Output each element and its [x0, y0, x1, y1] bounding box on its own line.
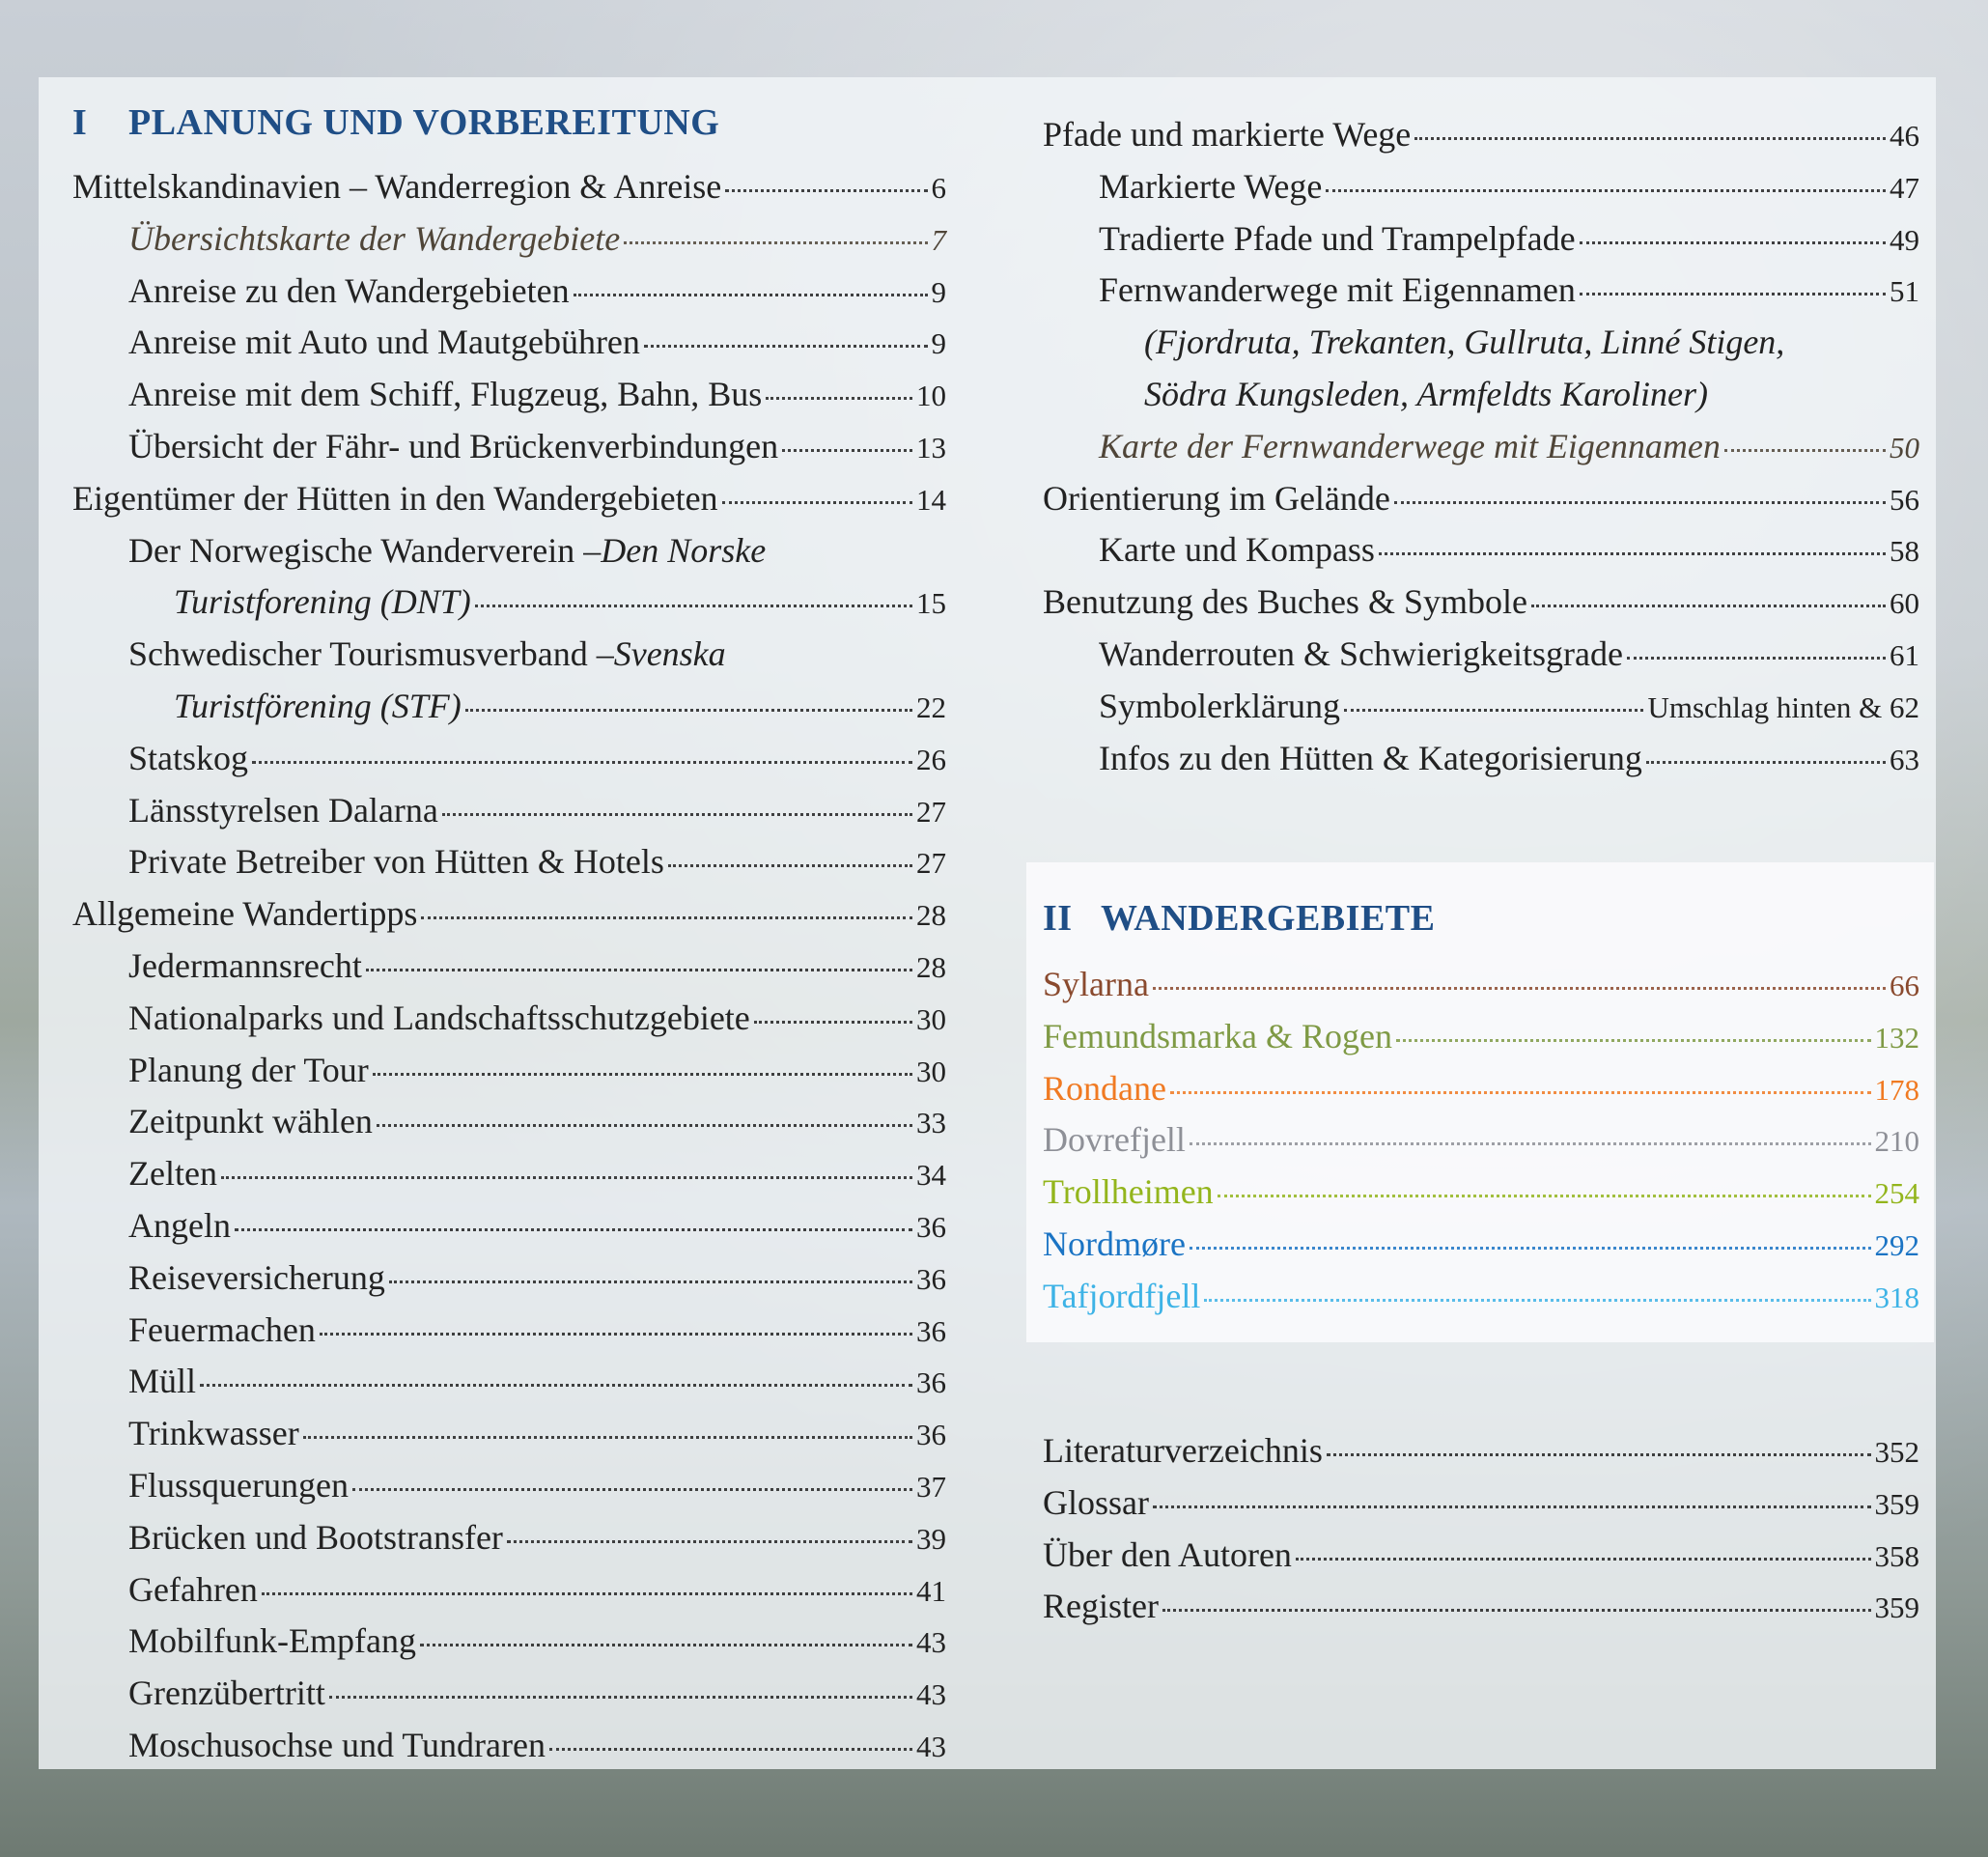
- page-number: 43: [916, 1625, 946, 1660]
- toc-entry[interactable]: [72, 369, 946, 421]
- entry-title: Zelten: [128, 1154, 217, 1194]
- dot-leader: [1296, 1558, 1871, 1561]
- toc-entry[interactable]: [72, 161, 946, 213]
- entry-title: Pfade und markierte Wege: [1043, 115, 1412, 154]
- dot-leader: [1646, 761, 1886, 764]
- dot-leader: [1326, 189, 1886, 192]
- entry-title: Länsstyrelsen Dalarna: [128, 790, 438, 830]
- toc-entry[interactable]: [1043, 1114, 1919, 1167]
- page-number: 15: [916, 586, 946, 621]
- toc-entry[interactable]: [72, 1200, 946, 1252]
- page-number: 36: [916, 1313, 946, 1348]
- toc-entry[interactable]: [1043, 1581, 1919, 1633]
- entry-title: Register: [1043, 1587, 1159, 1626]
- dot-leader: [766, 397, 912, 400]
- dot-leader: [1580, 293, 1886, 295]
- entry-title: Tafjordfjell: [1043, 1276, 1201, 1315]
- toc-entry[interactable]: [72, 473, 946, 525]
- toc-entry[interactable]: [72, 1305, 946, 1357]
- dot-leader: [1627, 657, 1886, 660]
- toc-entry[interactable]: [1043, 629, 1919, 681]
- page-number: 318: [1874, 1280, 1919, 1314]
- dot-leader: [421, 916, 912, 919]
- page-number: 27: [916, 846, 946, 881]
- toc-entry[interactable]: [1043, 1011, 1919, 1063]
- toc-left-column: [72, 161, 946, 1772]
- entry-title: Eigentümer der Hütten in den Wandergebieten: [72, 478, 718, 518]
- entry-title: Moschusochse und Tundraren: [128, 1725, 546, 1764]
- toc-entry[interactable]: [72, 1616, 946, 1668]
- page-number: 132: [1874, 1020, 1919, 1055]
- page-number: 359: [1874, 1486, 1919, 1521]
- toc-entry[interactable]: [72, 836, 946, 888]
- entry-title: Literaturverzeichnis: [1043, 1431, 1323, 1470]
- toc-entry[interactable]: [1043, 317, 1919, 369]
- toc-right-column: [1043, 109, 1919, 784]
- page-number: 36: [916, 1261, 946, 1296]
- dot-leader: [1153, 1505, 1871, 1508]
- page-number: 39: [916, 1521, 946, 1556]
- toc-entry[interactable]: [72, 317, 946, 369]
- entry-title: Benutzung des Buches & Symbole: [1043, 582, 1527, 622]
- page-number: 9: [931, 274, 946, 309]
- toc-entry[interactable]: [1043, 577, 1919, 629]
- dot-leader: [320, 1333, 912, 1336]
- toc-entry[interactable]: [1043, 473, 1919, 525]
- entry-title: Anreise mit Auto und Mautgebühren: [128, 323, 640, 362]
- toc-entry[interactable]: [1043, 1530, 1919, 1582]
- entry-title: Femundsmarka & Rogen: [1043, 1016, 1392, 1055]
- page-number: 254: [1874, 1176, 1919, 1211]
- toc-entry[interactable]: [72, 1096, 946, 1148]
- page-number: 37: [916, 1469, 946, 1504]
- entry-title-italic: (Fjordruta, Trekanten, Gullruta, Linné Stigen,: [1144, 323, 1785, 362]
- entry-title: Karte der Fernwanderwege mit Eigennamen: [1099, 426, 1721, 465]
- dot-leader: [1414, 137, 1886, 140]
- entry-title: Trollheimen: [1043, 1172, 1214, 1212]
- page-number: 30: [916, 1001, 946, 1036]
- dot-leader: [782, 449, 912, 452]
- dot-leader: [1396, 1039, 1871, 1042]
- page-number: 36: [916, 1418, 946, 1452]
- dot-leader: [329, 1696, 912, 1699]
- page-number: 34: [916, 1158, 946, 1193]
- dot-leader: [252, 761, 912, 764]
- toc-entry[interactable]: [1043, 213, 1919, 266]
- entry-title: Private Betreiber von Hütten & Hotels: [128, 842, 664, 882]
- page-number: 6: [931, 171, 946, 205]
- dot-leader: [549, 1748, 912, 1751]
- page-number: 33: [916, 1106, 946, 1140]
- toc-entry[interactable]: [72, 525, 946, 577]
- dot-leader: [1190, 1247, 1871, 1250]
- dot-leader: [722, 501, 912, 504]
- entry-title: Mittelskandinavien – Wanderregion & Anreise: [72, 167, 722, 206]
- dot-leader: [1204, 1299, 1870, 1302]
- section-number: I: [72, 102, 88, 143]
- dot-leader: [465, 709, 912, 712]
- page-number: 28: [916, 898, 946, 933]
- dot-leader: [200, 1384, 912, 1387]
- entry-title: Reiseversicherung: [128, 1257, 385, 1297]
- entry-title: Allgemeine Wandertipps: [72, 894, 418, 934]
- entry-title: Mobilfunk-Empfang: [128, 1621, 416, 1661]
- entry-title: Müll: [128, 1362, 197, 1401]
- entry-title: Angeln: [128, 1205, 231, 1245]
- section-title: PLANUNG UND VORBEREITUNG: [128, 102, 720, 143]
- page-number: 41: [916, 1573, 946, 1608]
- dot-leader: [235, 1228, 912, 1231]
- toc-entry[interactable]: [72, 785, 946, 837]
- entry-title: Übersicht der Fähr- und Brückenverbindungen: [128, 426, 779, 465]
- dot-leader: [377, 1124, 912, 1127]
- page-number: 13: [916, 430, 946, 464]
- dot-leader: [624, 241, 927, 244]
- page-number: 66: [1890, 969, 1919, 1002]
- dot-leader: [574, 294, 928, 296]
- entry-title: Tradierte Pfade und Trampelpfade: [1099, 218, 1576, 258]
- dot-leader: [1190, 1142, 1871, 1145]
- dot-leader: [366, 969, 912, 971]
- entry-title: Glossar: [1043, 1482, 1149, 1522]
- entry-title: Übersichtskarte der Wandergebiete: [128, 218, 621, 258]
- toc-entry[interactable]: [72, 213, 946, 266]
- page-number: 36: [916, 1209, 946, 1244]
- toc-entry[interactable]: [1043, 524, 1919, 577]
- dot-leader: [1153, 987, 1886, 990]
- page-number: 27: [916, 794, 946, 829]
- section-title: WANDERGEBIETE: [1101, 898, 1436, 939]
- entry-title: Statskog: [128, 738, 249, 777]
- dot-leader: [221, 1176, 912, 1179]
- hiking-areas-list: [1043, 959, 1919, 1323]
- toc-entry[interactable]: [1043, 681, 1919, 733]
- toc-entry[interactable]: [72, 1512, 946, 1564]
- entry-title: Grenzübertritt: [128, 1674, 325, 1713]
- toc-entry[interactable]: [1043, 161, 1919, 213]
- dot-leader: [303, 1436, 912, 1439]
- entry-title: Fernwanderwege mit Eigennamen: [1099, 270, 1576, 310]
- toc-entry[interactable]: [72, 629, 946, 681]
- page-number: 10: [916, 379, 946, 413]
- entry-title: Symbolerklärung: [1099, 686, 1340, 725]
- page-number: 51: [1890, 274, 1919, 309]
- toc-entry[interactable]: [72, 681, 946, 733]
- dot-leader: [725, 189, 927, 192]
- entry-title: Über den Autoren: [1043, 1534, 1292, 1574]
- toc-entry[interactable]: [1043, 421, 1919, 473]
- page-number: 43: [916, 1729, 946, 1763]
- page-number: 36: [916, 1365, 946, 1400]
- toc-entry[interactable]: [1043, 1477, 1919, 1530]
- entry-title: Der Norwegische Wanderverein –: [128, 530, 602, 570]
- page-number: 56: [1890, 482, 1919, 517]
- entry-title: Zeitpunkt wählen: [128, 1102, 373, 1141]
- toc-entry[interactable]: [72, 1148, 946, 1200]
- entry-title: Trinkwasser: [128, 1414, 299, 1453]
- dot-leader: [1531, 605, 1886, 607]
- page-number: 47: [1890, 170, 1919, 205]
- dot-leader: [1218, 1195, 1871, 1197]
- page-number: 61: [1890, 637, 1919, 672]
- entry-title: Nordmøre: [1043, 1224, 1186, 1263]
- dot-leader: [754, 1021, 912, 1024]
- dot-leader: [420, 1644, 912, 1646]
- entry-title-italic: Den Norske: [601, 530, 767, 570]
- dot-leader: [262, 1592, 912, 1595]
- dot-leader: [1327, 1453, 1871, 1456]
- entry-title: Jedermannsrecht: [128, 945, 362, 985]
- entry-title: Dovrefjell: [1043, 1120, 1186, 1160]
- page-number: 26: [916, 742, 946, 776]
- page-number: 14: [916, 482, 946, 517]
- page-number: 210: [1874, 1124, 1919, 1159]
- page-number: 292: [1874, 1227, 1919, 1262]
- entry-title: Feuermachen: [128, 1309, 316, 1349]
- toc-entry[interactable]: [1043, 1219, 1919, 1271]
- dot-leader: [644, 345, 928, 348]
- entry-title: Anreise mit dem Schiff, Flugzeug, Bahn, Bus: [128, 375, 763, 414]
- toc-entry[interactable]: [72, 1564, 946, 1617]
- toc-entry[interactable]: [1043, 265, 1919, 317]
- page-number: 58: [1890, 534, 1919, 569]
- dot-leader: [1162, 1609, 1871, 1612]
- toc-entry[interactable]: [72, 1252, 946, 1305]
- entry-title: Markierte Wege: [1099, 166, 1323, 206]
- entry-title: Brücken und Bootstransfer: [128, 1517, 503, 1557]
- toc-entry[interactable]: [72, 421, 946, 473]
- page-number: 63: [1890, 742, 1919, 776]
- toc-entry[interactable]: [1043, 1425, 1919, 1477]
- toc-entry[interactable]: [1043, 1271, 1919, 1323]
- toc-entry[interactable]: [1043, 959, 1919, 1011]
- entry-title: Schwedischer Tourismusverband –: [128, 634, 614, 674]
- toc-entry[interactable]: [72, 993, 946, 1045]
- section-2-heading: [1043, 892, 1435, 944]
- entry-title: Nationalparks und Landschaftsschutzgebiete: [128, 998, 750, 1037]
- entry-title-italic: Svenska: [613, 634, 726, 674]
- toc-entry[interactable]: [72, 1356, 946, 1408]
- entry-title-italic: Turistforening (DNT): [174, 582, 471, 622]
- dot-leader: [1170, 1091, 1871, 1094]
- toc-entry[interactable]: [1043, 733, 1919, 785]
- entry-title: Planung der Tour: [128, 1050, 369, 1089]
- dot-leader: [475, 605, 912, 607]
- appendix-list: [1043, 1425, 1919, 1633]
- page-number: 28: [916, 949, 946, 984]
- page-number: 178: [1874, 1072, 1919, 1107]
- entry-title: Infos zu den Hütten & Kategorisierung: [1099, 738, 1642, 777]
- page-number: Umschlag hinten & 62: [1647, 689, 1919, 724]
- section-number: II: [1043, 898, 1073, 939]
- page-number: 60: [1890, 586, 1919, 621]
- toc-entry[interactable]: [72, 1460, 946, 1512]
- dot-leader: [1580, 241, 1886, 244]
- dot-leader: [389, 1280, 912, 1283]
- dot-leader: [507, 1540, 912, 1543]
- page-number: 352: [1874, 1435, 1919, 1469]
- dot-leader: [442, 813, 912, 816]
- toc-entry[interactable]: [72, 1668, 946, 1720]
- toc-entry[interactable]: [72, 266, 946, 318]
- dot-leader: [1379, 552, 1886, 555]
- dot-leader: [373, 1073, 912, 1076]
- toc-entry[interactable]: [72, 888, 946, 941]
- entry-title: Gefahren: [128, 1569, 258, 1609]
- page-number: 49: [1890, 222, 1919, 257]
- toc-entry[interactable]: [1043, 1063, 1919, 1115]
- toc-entry[interactable]: [72, 733, 946, 785]
- entry-title: Rondane: [1043, 1068, 1166, 1108]
- page-number: 30: [916, 1054, 946, 1088]
- page-number: 22: [916, 689, 946, 724]
- dot-leader: [668, 864, 912, 867]
- dot-leader: [1344, 709, 1643, 712]
- toc-entry[interactable]: [72, 1720, 946, 1772]
- toc-entry[interactable]: [72, 941, 946, 993]
- toc-entry[interactable]: [72, 577, 946, 629]
- page-number: 46: [1890, 119, 1919, 153]
- page-number: 50: [1890, 430, 1919, 464]
- page-number: 7: [931, 222, 946, 257]
- page-number: 9: [931, 326, 946, 361]
- entry-title-italic: Turistförening (STF): [174, 686, 462, 725]
- entry-title: Orientierung im Gelände: [1043, 478, 1390, 518]
- page-number: 359: [1874, 1590, 1919, 1625]
- dot-leader: [1394, 501, 1886, 504]
- entry-title-italic: Södra Kungsleden, Armfeldts Karoliner): [1144, 374, 1708, 413]
- entry-title: Flussquerungen: [128, 1465, 349, 1505]
- page-number: 358: [1874, 1538, 1919, 1573]
- entry-title: Sylarna: [1043, 965, 1149, 1003]
- entry-title: Karte und Kompass: [1099, 530, 1375, 570]
- toc-entry[interactable]: [72, 1408, 946, 1460]
- toc-entry[interactable]: [1043, 109, 1919, 161]
- toc-entry[interactable]: [72, 1045, 946, 1097]
- dot-leader: [352, 1488, 912, 1491]
- dot-leader: [1724, 449, 1886, 452]
- page-number: 43: [916, 1677, 946, 1712]
- entry-title: Anreise zu den Wandergebieten: [128, 270, 570, 310]
- section-1-heading: [72, 97, 719, 149]
- toc-entry[interactable]: [1043, 1167, 1919, 1219]
- entry-title: Wanderrouten & Schwierigkeitsgrade: [1099, 633, 1623, 673]
- toc-entry[interactable]: [1043, 369, 1919, 421]
